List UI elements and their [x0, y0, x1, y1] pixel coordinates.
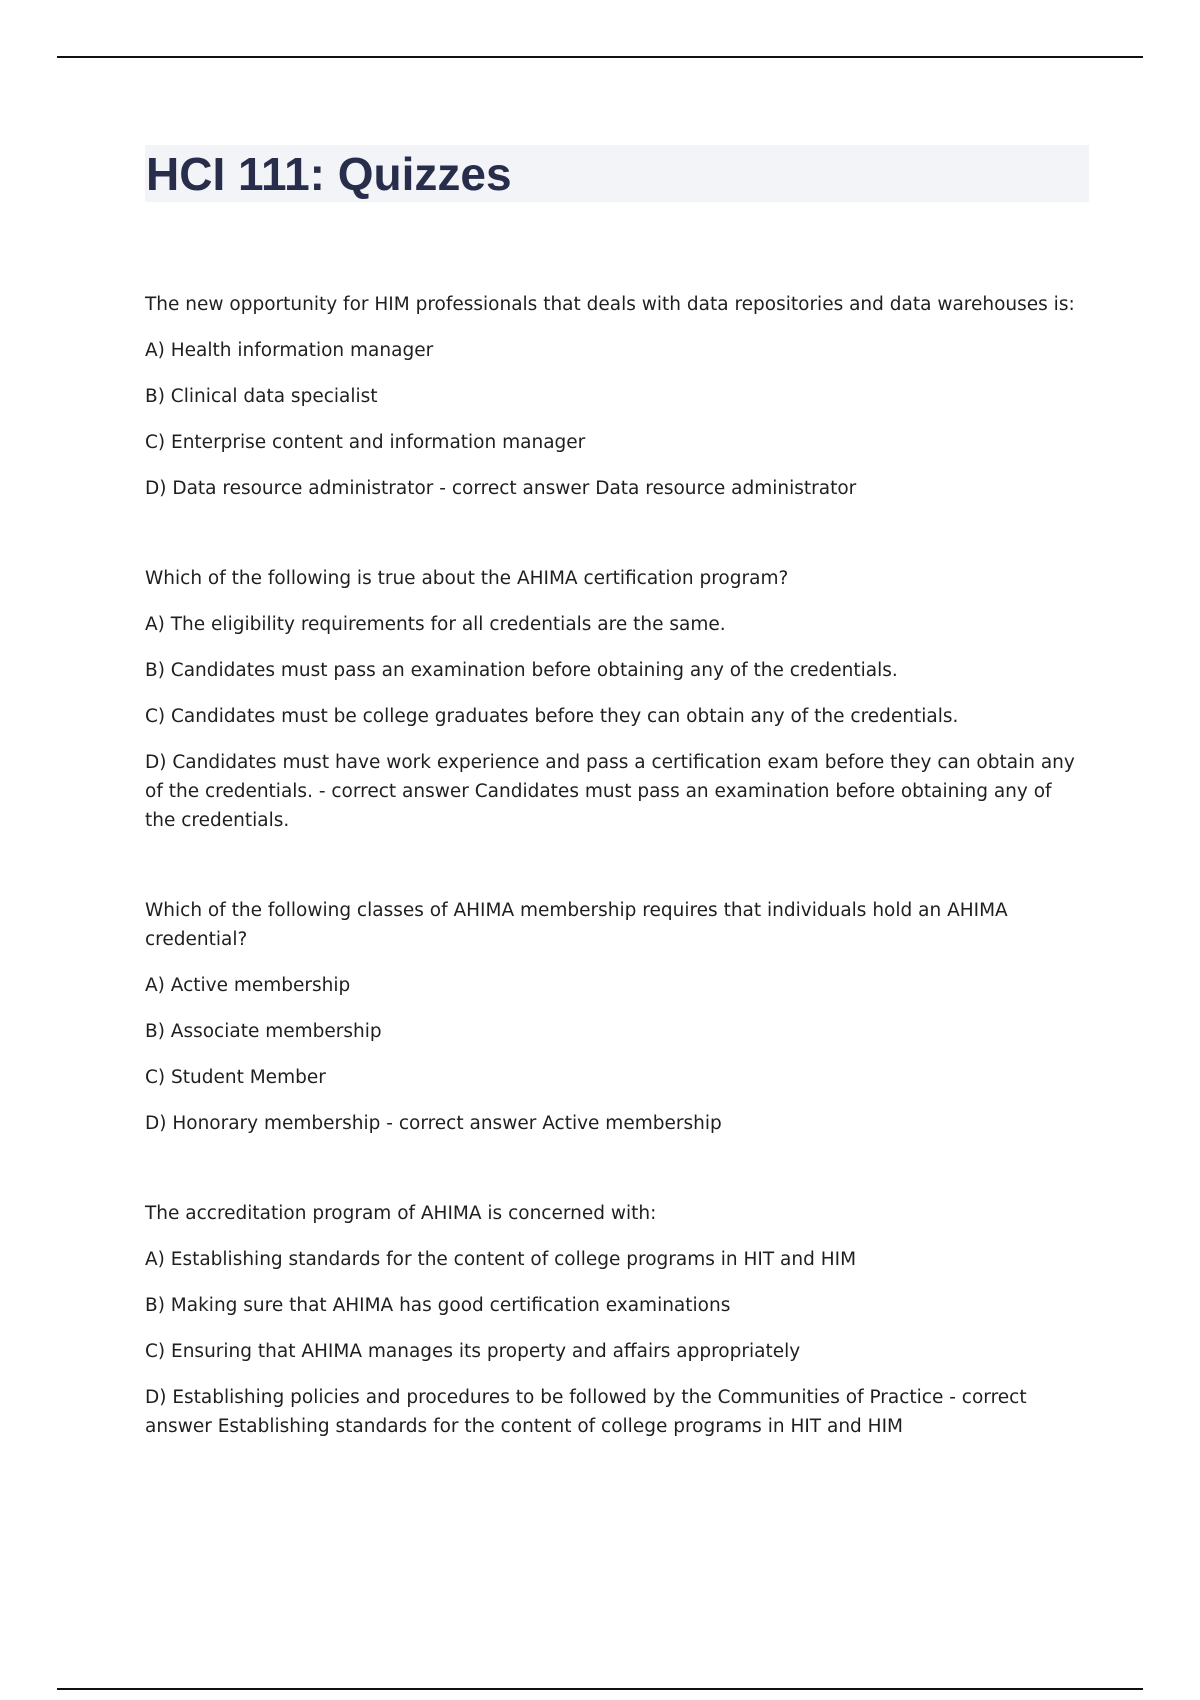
top-rule: [57, 56, 1143, 58]
question-1: [145, 290, 1085, 503]
answer-option-d: D) Honorary membership - correct answer Active membership: [145, 1113, 722, 1134]
answer-option-c: C) Candidates must be college graduates before they can obtain any of the credentials.: [145, 706, 959, 727]
answer-option-d: D) Candidates must have work experience and pass a certification exam before they can obtain any of the credentials. - correct answer Candidates must pass an examination before obtaining any of the credentials.: [145, 752, 1075, 831]
answer-option-a: A) Active membership: [145, 975, 351, 996]
question-text: Which of the following is true about the AHIMA certification program?: [145, 568, 789, 589]
answer-option-b: B) Clinical data specialist: [145, 386, 378, 407]
question-text: The new opportunity for HIM professionals that deals with data repositories and data warehouses is:: [145, 294, 1075, 315]
answer-option-a: A) The eligibility requirements for all credentials are the same.: [145, 614, 726, 635]
answer-option-b: B) Candidates must pass an examination before obtaining any of the credentials.: [145, 660, 898, 681]
answer-option-d: D) Data resource administrator - correct answer Data resource administrator: [145, 478, 857, 499]
answer-option-a: A) Establishing standards for the content of college programs in HIT and HIM: [145, 1249, 857, 1270]
page-title: HCI 111: Quizzes: [146, 148, 512, 200]
question-text: The accreditation program of AHIMA is concerned with:: [145, 1203, 657, 1224]
answer-option-d: D) Establishing policies and procedures to be followed by the Communities of Practice - correct answer Establishing standards for the content of college programs in HIT and HIM: [145, 1387, 1027, 1437]
question-4: [145, 1199, 1085, 1441]
answer-option-b: B) Making sure that AHIMA has good certification examinations: [145, 1295, 731, 1316]
quiz-content: [145, 290, 1085, 1502]
answer-option-b: B) Associate membership: [145, 1021, 382, 1042]
bottom-rule: [57, 1688, 1143, 1690]
question-text: Which of the following classes of AHIMA membership requires that individuals hold an AHIMA credential?: [145, 900, 1008, 950]
question-3: [145, 896, 1085, 1138]
answer-option-a: A) Health information manager: [145, 340, 434, 361]
answer-option-c: C) Enterprise content and information manager: [145, 432, 586, 453]
question-2: [145, 564, 1085, 835]
answer-option-c: C) Student Member: [145, 1067, 326, 1088]
answer-option-c: C) Ensuring that AHIMA manages its property and affairs appropriately: [145, 1341, 801, 1362]
